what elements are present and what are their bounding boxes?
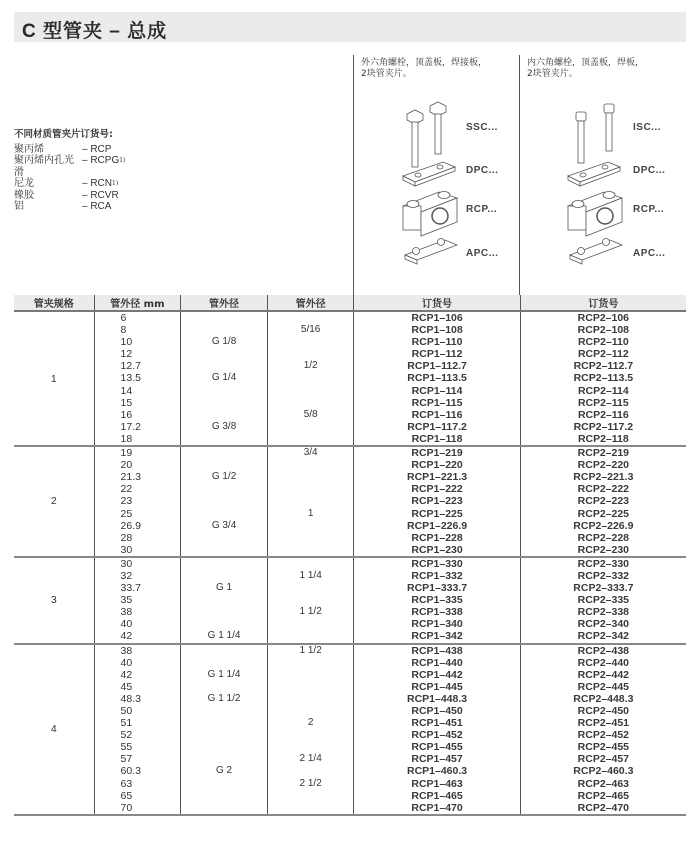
order-no-kit1-value: RCP1–455 <box>411 741 463 754</box>
order-no-kit1-value: RCP1–332 <box>411 569 463 582</box>
od-thread-value <box>181 348 267 360</box>
kit-description-line: 2块管夹片。 <box>527 69 578 79</box>
page-title-bar <box>14 12 686 42</box>
order-no-kit2-value: RCP2–112.7 <box>573 360 634 373</box>
clamp-size-cell: 4 <box>14 644 94 815</box>
od-mm-value: 33.7 <box>120 582 141 595</box>
od-mm-value: 45 <box>120 680 133 693</box>
od-thread-value <box>181 459 267 471</box>
table-row-group <box>14 557 686 644</box>
part-label-bolt: SSC... <box>466 122 498 133</box>
od-mm-value: 40 <box>120 656 133 669</box>
clamp-size-cell: 1 <box>14 311 94 446</box>
clamp-body-icon <box>568 192 622 237</box>
od-mm-value: 22 <box>120 483 133 496</box>
order-no-kit1-cell <box>354 557 520 644</box>
order-no-kit2-value: RCP2–222 <box>577 483 630 496</box>
order-no-kit2-value: RCP2–228 <box>577 531 630 544</box>
od-mm-value: 38 <box>120 606 133 619</box>
od-thread-value: G 1 1/4 <box>207 668 241 680</box>
order-no-kit1-value: RCP1–228 <box>411 531 463 544</box>
od-mm-value: 32 <box>120 569 133 582</box>
column-divider <box>353 55 354 295</box>
od-thread-value: G 2 <box>215 765 233 777</box>
od-inch-value: 1/2 <box>303 360 318 372</box>
order-no-kit2-value: RCP2–463 <box>577 777 630 790</box>
legend-code: – RCP <box>82 143 112 155</box>
od-thread-value <box>181 558 267 570</box>
od-inch-value <box>268 471 354 483</box>
header-clamp-size: 管夹规格 <box>14 295 94 311</box>
od-mm-cell <box>94 446 181 557</box>
od-inch-value: 2 1/4 <box>299 753 322 765</box>
od-thread-value: G 3/8 <box>211 420 237 432</box>
order-no-kit2-value: RCP2–230 <box>577 543 630 556</box>
order-no-kit2-value: RCP2–108 <box>577 324 630 337</box>
legend-item <box>14 144 125 156</box>
order-no-kit2-value: RCP2–440 <box>577 656 630 669</box>
weld-plate-icon <box>405 239 457 265</box>
od-inch-value <box>268 421 354 433</box>
od-mm-cell <box>94 644 181 815</box>
od-inch-value <box>268 372 354 384</box>
od-inch-value <box>268 336 354 348</box>
order-no-kit1-cell <box>354 311 520 446</box>
od-mm-value: 51 <box>120 717 133 730</box>
header-od-inch: 管外径 <box>267 295 354 311</box>
od-inch-value <box>268 790 354 802</box>
od-inch-value <box>268 594 354 606</box>
part-label-cover-plate: DPC... <box>466 165 499 176</box>
order-no-kit2-value: RCP2–340 <box>577 618 630 631</box>
od-inch-value <box>268 729 354 741</box>
part-label-weld-plate: APC... <box>633 248 666 259</box>
od-inch-value: 1 1/2 <box>299 644 322 656</box>
order-no-kit2-value: RCP2–460.3 <box>573 765 634 778</box>
order-no-kit1-value: RCP1–222 <box>411 483 463 496</box>
legend-code: – RCN <box>82 178 113 189</box>
od-mm-value: 35 <box>120 594 133 607</box>
od-mm-cell <box>94 557 181 644</box>
od-inch-value: 1 <box>307 507 314 519</box>
od-thread-value <box>181 532 267 544</box>
order-no-kit1-cell <box>354 446 520 557</box>
kit-description-line: 内六角螺栓，顶盖板，焊板， <box>527 58 645 68</box>
order-no-kit1-value: RCP1–226.9 <box>406 519 468 532</box>
order-no-kit1-value: RCP1–457 <box>411 753 463 766</box>
od-thread-value <box>181 657 267 669</box>
kit-description-line: 2块管夹片。 <box>361 69 412 79</box>
od-inch-value <box>268 681 354 693</box>
od-mm-value: 25 <box>120 507 133 520</box>
od-thread-value <box>181 570 267 582</box>
od-mm-value: 65 <box>120 789 133 802</box>
od-thread-value: G 1/4 <box>211 372 237 384</box>
od-inch-value <box>268 618 354 630</box>
order-no-kit1-value: RCP1–338 <box>411 606 463 619</box>
od-mm-value: 19 <box>120 447 133 460</box>
od-mm-value: 21.3 <box>120 471 141 484</box>
od-thread-value <box>181 606 267 618</box>
order-no-kit2-value: RCP2–114 <box>577 384 629 397</box>
od-thread-value <box>181 385 267 397</box>
header-order-no-kit2: 订货号 <box>520 295 686 311</box>
od-thread-value: G 1/2 <box>211 471 237 483</box>
order-no-kit1-value: RCP1–438 <box>411 644 463 657</box>
order-no-kit1-value: RCP1–465 <box>411 789 463 802</box>
order-no-kit1-value: RCP1–442 <box>411 668 463 681</box>
order-no-kit1-value: RCP1–445 <box>411 680 463 693</box>
order-no-kit2-value: RCP2–106 <box>577 312 630 324</box>
od-mm-value: 12 <box>120 348 133 361</box>
hex-bolt-icon <box>430 102 446 154</box>
order-no-kit2-value: RCP2–333.7 <box>573 582 634 595</box>
legend-material: 聚丙烯 <box>14 143 44 155</box>
od-thread-value <box>181 741 267 753</box>
od-mm-value: 12.7 <box>120 360 141 373</box>
part-label-clamp: RCP... <box>466 204 498 215</box>
od-mm-value: 23 <box>120 495 133 508</box>
od-mm-value: 40 <box>120 618 133 631</box>
part-label-bolt: ISC... <box>633 122 662 133</box>
od-inch-cell <box>267 644 354 815</box>
od-mm-value: 52 <box>120 729 133 742</box>
order-no-kit1-value: RCP1–450 <box>411 705 463 717</box>
order-no-kit2-value: RCP2–115 <box>577 396 629 409</box>
od-mm-value: 57 <box>120 753 133 766</box>
kit-hex-description <box>361 58 487 80</box>
table-row-group <box>14 446 686 557</box>
order-no-kit1-value: RCP1–335 <box>411 594 463 607</box>
od-mm-value: 63 <box>120 777 133 790</box>
od-thread-value <box>181 360 267 372</box>
od-mm-value: 50 <box>120 705 133 717</box>
od-thread-value <box>181 753 267 765</box>
part-label-cover-plate: DPC... <box>633 165 666 176</box>
order-no-kit1-value: RCP1–118 <box>411 432 463 445</box>
order-no-kit2-value: RCP2–465 <box>577 789 630 802</box>
od-thread-value <box>181 409 267 421</box>
od-mm-value: 15 <box>120 396 133 409</box>
order-no-kit2-cell <box>520 446 686 557</box>
order-no-kit1-value: RCP1–223 <box>411 495 463 508</box>
order-no-kit1-cell <box>354 644 520 815</box>
order-no-kit2-cell <box>520 644 686 815</box>
order-no-kit1-value: RCP1–112 <box>411 348 463 361</box>
od-thread-value <box>181 312 267 324</box>
od-inch-value <box>268 348 354 360</box>
order-no-kit1-value: RCP1–219 <box>411 447 463 460</box>
od-mm-value: 20 <box>120 459 133 472</box>
legend-heading: 不同材质管夹片订货号: <box>14 129 113 140</box>
order-no-kit1-value: RCP1–220 <box>411 459 463 472</box>
od-mm-value: 48.3 <box>120 692 141 705</box>
order-no-kit2-value: RCP2–223 <box>577 495 630 508</box>
kit-socket-description <box>527 58 644 80</box>
legend-item <box>14 201 125 213</box>
order-no-kit2-value: RCP2–335 <box>577 594 630 607</box>
od-thread-value <box>181 495 267 507</box>
od-thread-value: G 3/4 <box>211 519 237 531</box>
order-no-kit1-value: RCP1–451 <box>411 717 463 730</box>
legend-code: – RCVR <box>82 189 119 201</box>
order-no-kit1-value: RCP1–106 <box>411 312 463 324</box>
od-mm-value: 38 <box>120 644 133 657</box>
legend-material: 橡胶 <box>14 189 34 201</box>
od-thread-value <box>181 508 267 520</box>
order-no-kit2-value: RCP2–225 <box>577 507 630 520</box>
order-no-kit2-value: RCP2–450 <box>577 705 630 717</box>
od-mm-value: 30 <box>120 557 133 570</box>
od-thread-value <box>181 705 267 717</box>
od-inch-cell <box>267 311 354 446</box>
order-no-kit2-value: RCP2–438 <box>577 644 630 657</box>
order-no-kit2-value: RCP2–110 <box>577 336 629 349</box>
kit-description-line: 外六角螺栓，顶盖板，焊接板， <box>361 58 488 68</box>
od-inch-value <box>268 385 354 397</box>
order-no-kit2-value: RCP2–342 <box>577 630 630 643</box>
legend-code: – RCPG <box>82 155 120 166</box>
order-no-kit2-value: RCP2–112 <box>577 348 629 361</box>
header-od-mm: 管外径 mm <box>94 295 181 311</box>
socket-screw-clamp-assembly-illustration <box>560 100 630 270</box>
order-no-kit1-value: RCP1–448.3 <box>406 692 468 705</box>
legend-code: – RCA <box>82 201 112 212</box>
legend-footnote: 1) <box>112 180 119 187</box>
od-inch-value <box>268 459 354 471</box>
header-order-no-kit1: 订货号 <box>354 295 520 311</box>
header-od-thread: 管外径 <box>181 295 268 311</box>
od-thread-value <box>181 433 267 445</box>
order-no-kit2-value: RCP2–470 <box>577 801 630 814</box>
order-no-kit1-value: RCP1–230 <box>411 543 463 556</box>
order-no-kit1-value: RCP1–342 <box>411 630 463 643</box>
order-no-kit1-value: RCP1–113.5 <box>407 372 467 385</box>
od-inch-value: 1 1/2 <box>299 606 322 618</box>
od-mm-value: 42 <box>120 668 133 681</box>
od-mm-value: 6 <box>120 312 127 324</box>
socket-screw-icon <box>604 104 614 151</box>
od-inch-value <box>268 312 354 324</box>
od-mm-value: 42 <box>120 630 133 643</box>
od-thread-value <box>181 802 267 814</box>
order-no-kit1-value: RCP1–225 <box>411 507 463 520</box>
od-mm-value: 60.3 <box>120 765 141 778</box>
od-thread-cell <box>181 644 268 815</box>
od-mm-value: 70 <box>120 801 133 814</box>
od-mm-value: 55 <box>120 741 133 754</box>
order-no-kit1-value: RCP1–440 <box>411 656 463 669</box>
order-no-kit1-value: RCP1–221.3 <box>406 471 468 484</box>
od-thread-cell <box>181 557 268 644</box>
od-inch-value <box>268 544 354 556</box>
od-inch-cell <box>267 446 354 557</box>
legend-item <box>14 190 125 202</box>
od-inch-value: 5/8 <box>303 408 318 420</box>
order-no-kit1-value: RCP1–112.7 <box>407 360 467 373</box>
order-no-kit2-value: RCP2–332 <box>577 569 630 582</box>
order-no-kit1-value: RCP1–115 <box>411 396 463 409</box>
od-thread-value <box>181 729 267 741</box>
order-no-kit1-value: RCP1–470 <box>411 801 463 814</box>
clamp-size-cell: 2 <box>14 446 94 557</box>
weld-plate-icon <box>570 239 622 265</box>
od-inch-value <box>268 433 354 445</box>
od-inch-value <box>268 657 354 669</box>
od-thread-value <box>181 483 267 495</box>
od-thread-value: G 1 <box>215 582 233 594</box>
od-thread-value <box>181 645 267 657</box>
od-thread-value <box>181 618 267 630</box>
od-mm-value: 30 <box>120 543 133 556</box>
legend-material: 铝 <box>14 201 24 212</box>
table-row-group <box>14 644 686 815</box>
socket-screw-icon <box>576 112 586 163</box>
order-no-kit2-value: RCP2–451 <box>577 717 630 730</box>
od-mm-value: 26.9 <box>120 519 141 532</box>
order-no-kit1-value: RCP1–460.3 <box>406 765 468 778</box>
order-no-kit2-value: RCP2–118 <box>577 432 629 445</box>
od-mm-value: 18 <box>120 432 133 445</box>
order-no-kit2-value: RCP2–330 <box>577 557 630 570</box>
material-legend <box>14 129 125 213</box>
od-thread-cell <box>181 446 268 557</box>
cover-plate-icon <box>403 162 455 186</box>
order-no-kit1-value: RCP1–340 <box>411 618 463 631</box>
od-inch-value: 1 1/4 <box>299 569 322 581</box>
order-no-kit2-value: RCP2–457 <box>577 753 630 766</box>
legend-item <box>14 178 125 190</box>
order-no-kit2-value: RCP2–221.3 <box>573 471 634 484</box>
order-no-kit1-value: RCP1–117.2 <box>407 420 467 433</box>
od-mm-value: 28 <box>120 531 133 544</box>
od-inch-value <box>268 693 354 705</box>
od-inch-value: 3/4 <box>303 447 318 459</box>
od-inch-value: 2 <box>307 717 314 729</box>
od-inch-value <box>268 495 354 507</box>
od-thread-value <box>181 681 267 693</box>
order-no-kit1-value: RCP1–108 <box>411 324 463 337</box>
od-mm-value: 17.2 <box>120 420 141 433</box>
order-no-kit2-cell <box>520 557 686 644</box>
legend-material: 尼龙 <box>14 178 34 189</box>
od-inch-value <box>268 397 354 409</box>
hex-bolt-clamp-assembly-illustration <box>395 100 465 270</box>
order-number-table <box>14 295 686 816</box>
table-row-group <box>14 311 686 446</box>
od-inch-value <box>268 765 354 777</box>
od-inch-value: 2 1/2 <box>299 777 322 789</box>
legend-item <box>14 155 125 178</box>
order-no-kit1-value: RCP1–330 <box>411 557 463 570</box>
legend-footnote: 1) <box>119 157 126 164</box>
order-no-kit2-value: RCP2–338 <box>577 606 630 619</box>
column-divider <box>519 55 520 295</box>
order-no-kit2-value: RCP2–445 <box>577 680 630 693</box>
order-no-kit1-value: RCP1–116 <box>411 408 463 421</box>
od-thread-cell <box>181 311 268 446</box>
od-thread-value <box>181 717 267 729</box>
od-inch-value <box>268 558 354 570</box>
od-mm-cell <box>94 311 181 446</box>
order-no-kit1-value: RCP1–114 <box>411 384 463 397</box>
od-mm-value: 10 <box>120 336 133 349</box>
od-mm-value: 14 <box>120 384 133 397</box>
order-no-kit1-value: RCP1–452 <box>411 729 463 742</box>
order-no-kit1-value: RCP1–463 <box>411 777 463 790</box>
order-no-kit2-value: RCP2–452 <box>577 729 630 742</box>
order-no-kit1-value: RCP1–110 <box>411 336 463 349</box>
od-inch-cell <box>267 557 354 644</box>
od-inch-value <box>268 582 354 594</box>
order-no-kit2-value: RCP2–226.9 <box>573 519 634 532</box>
od-mm-value: 8 <box>120 324 127 337</box>
od-inch-value <box>268 705 354 717</box>
clamp-size-cell: 3 <box>14 557 94 644</box>
od-inch-value <box>268 483 354 495</box>
od-thread-value <box>181 594 267 606</box>
order-no-kit1-value: RCP1–333.7 <box>406 582 468 595</box>
od-thread-value <box>181 324 267 336</box>
order-no-kit2-cell <box>520 311 686 446</box>
part-label-clamp: RCP... <box>633 204 665 215</box>
cover-plate-icon <box>568 162 620 186</box>
part-label-weld-plate: APC... <box>466 248 499 259</box>
od-thread-value <box>181 447 267 459</box>
order-no-kit2-value: RCP2–116 <box>577 408 629 421</box>
od-thread-value: G 1 1/4 <box>207 630 241 642</box>
od-mm-value: 16 <box>120 408 133 421</box>
od-inch-value <box>268 630 354 642</box>
clamp-body-icon <box>403 192 457 237</box>
od-thread-value <box>181 778 267 790</box>
od-mm-value: 13.5 <box>120 372 141 385</box>
order-no-kit2-value: RCP2–113.5 <box>573 372 634 385</box>
od-thread-value <box>181 544 267 556</box>
od-inch-value <box>268 669 354 681</box>
order-no-kit2-value: RCP2–220 <box>577 459 630 472</box>
order-no-kit2-value: RCP2–455 <box>577 741 630 754</box>
od-thread-value: G 1 1/2 <box>207 692 241 704</box>
page-title: C 型管夹 – 总成 <box>22 21 168 42</box>
od-thread-value: G 1/8 <box>211 336 237 348</box>
od-thread-value <box>181 397 267 409</box>
od-inch-value <box>268 520 354 532</box>
od-inch-value <box>268 532 354 544</box>
order-no-kit2-value: RCP2–219 <box>577 447 630 460</box>
od-inch-value <box>268 741 354 753</box>
od-thread-value <box>181 790 267 802</box>
hex-bolt-icon <box>407 110 423 167</box>
legend-material: 聚丙烯内孔光滑 <box>14 155 74 178</box>
order-no-kit2-value: RCP2–442 <box>577 668 630 681</box>
od-inch-value <box>268 802 354 814</box>
order-no-kit2-value: RCP2–117.2 <box>573 420 634 433</box>
table-header-row <box>14 295 686 311</box>
od-inch-value: 5/16 <box>300 324 321 336</box>
order-no-kit2-value: RCP2–448.3 <box>573 692 634 705</box>
